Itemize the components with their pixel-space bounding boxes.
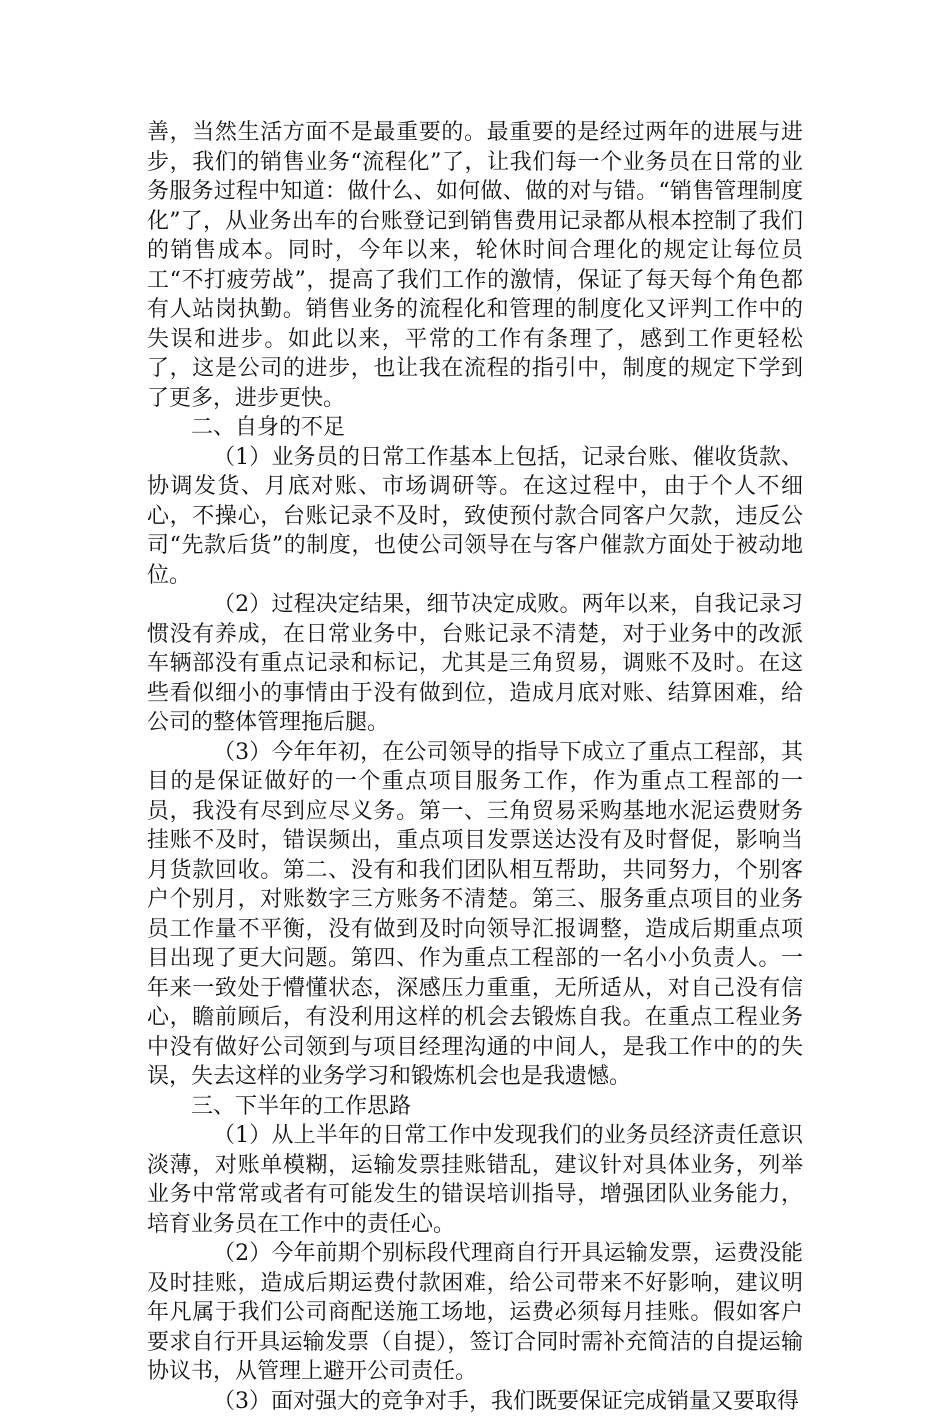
section-heading-shortcomings: 二、自身的不足	[147, 413, 803, 443]
paragraph-item: （2）过程决定结果，细节决定成败。两年以来，自我记录习惯没有养成，在日常业务中，台账记录不清楚，对于业务中的改派车辆部没有重点记录和标记，尤其是三角贸易，调账不及时。在这些看似细小的事情由于没有做到位，造成月底对账、结算困难，给公司的整体管理拖后腿。	[147, 590, 803, 738]
document-body	[147, 118, 803, 1416]
paragraph-item: （1）业务员的日常工作基本上包括，记录台账、催收货款、协调发货、月底对账、市场调研等。在这过程中，由于个人不细心，不操心，台账记录不及时，致使预付款合同客户欠款，违反公司“先款后货”的制度，也使公司领导在与客户催款方面处于被动地位。	[147, 443, 803, 591]
paragraph-continuation: 善，当然生活方面不是最重要的。最重要的是经过两年的进展与进步，我们的销售业务“流程化”了，让我们每一个业务员在日常的业务服务过程中知道：做什么、如何做、做的对与错。“销售管理制度化”了，从业务出车的台账登记到销售费用记录都从根本控制了我们的销售成本。同时，今年以来，轮休时间合理化的规定让每位员工“不打疲劳战”，提高了我们工作的激情，保证了每天每个角色都有人站岗执勤。销售业务的流程化和管理的制度化又评判工作中的失误和进步。如此以来，平常的工作有条理了，感到工作更轻松了，这是公司的进步，也让我在流程的指引中，制度的规定下学到了更多，进步更快。	[147, 118, 803, 413]
paragraph-item: （3）今年年初，在公司领导的指导下成立了重点工程部，其目的是保证做好的一个重点项目服务工作，作为重点工程部的一员，我没有尽到应尽义务。第一、三角贸易采购基地水泥运费财务挂账不及时，错误频出，重点项目发票送达没有及时督促，影响当月货款回收。第二、没有和我们团队相互帮助，共同努力，个别客户个别月，对账数字三方账务不清楚。第三、服务重点项目的业务员工作量不平衡，没有做到及时向领导汇报调整，造成后期重点项目出现了更大问题。第四、作为重点工程部的一名小小负责人。一年来一致处于懵懂状态，深感压力重重，无所适从，对自己没有信心，瞻前顾后，有没利用这样的机会去锻炼自我。在重点工程业务中没有做好公司领到与项目经理沟通的中间人，是我工作中的的失误，失去这样的业务学习和锻炼机会也是我遗憾。	[147, 738, 803, 1092]
paragraph-item: （3）面对强大的竞争对手，我们既要保证完成销量又要取得	[147, 1387, 803, 1416]
section-heading-plans: 三、下半年的工作思路	[147, 1092, 803, 1122]
paragraph-item: （1）从上半年的日常工作中发现我们的业务员经济责任意识淡薄，对账单模糊，运输发票挂账错乱，建议针对具体业务，列举业务中常常或者有可能发生的错误培训指导，增强团队业务能力，培育业务员在工作中的责任心。	[147, 1121, 803, 1239]
paragraph-item: （2）今年前期个别标段代理商自行开具运输发票，运费没能及时挂账，造成后期运费付款困难，给公司带来不好影响，建议明年凡属于我们公司商配送施工场地，运费必须每月挂账。假如客户要求自行开具运输发票（自提），签订合同时需补充简洁的自提运输协议书，从管理上避开公司责任。	[147, 1239, 803, 1387]
